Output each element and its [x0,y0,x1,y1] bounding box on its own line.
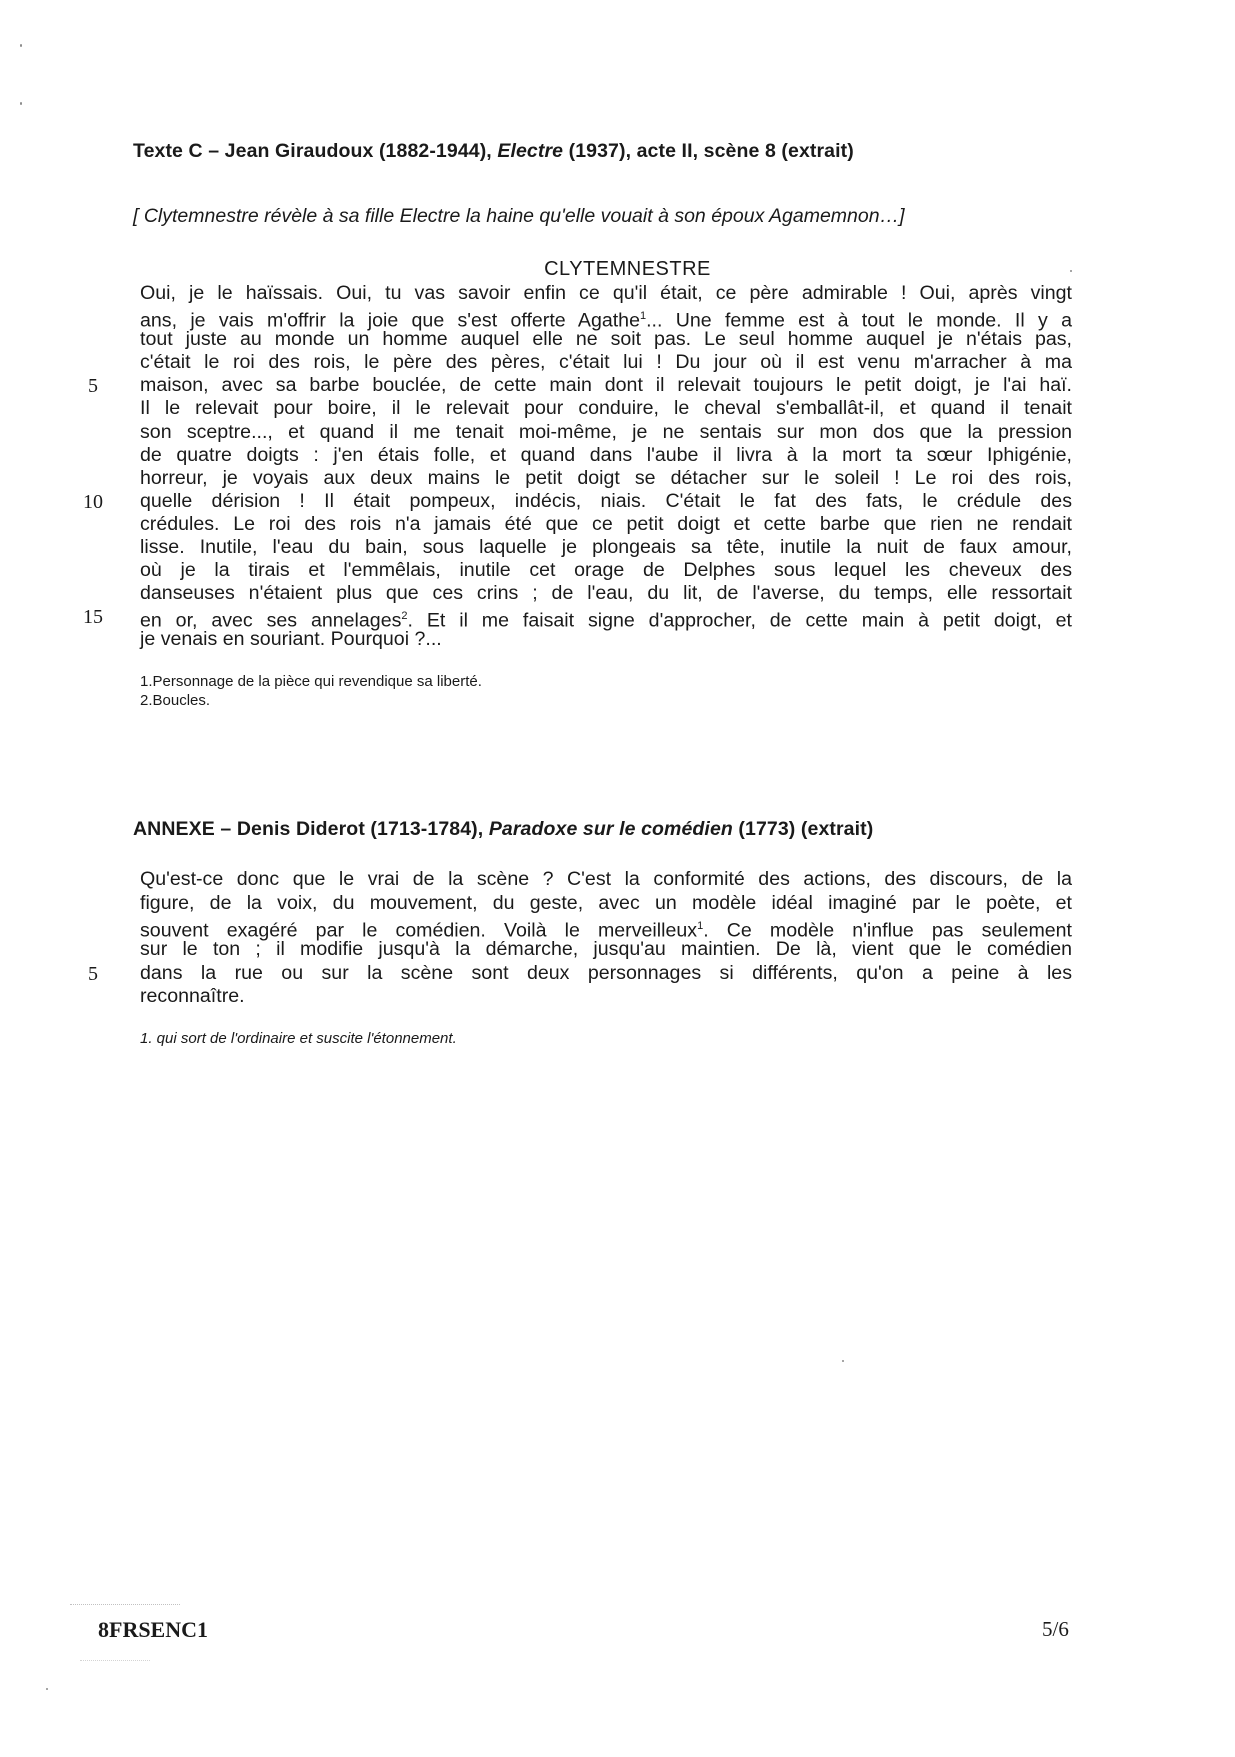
scan-speck [46,1688,48,1690]
scan-speck [842,1360,844,1362]
texte-c-line: tout juste au monde un homme auquel elle ne soit pas. Le seul homme auquel je n'étais pas, [140,328,1072,350]
annexe-heading-prefix: ANNEXE – Denis Diderot (1713-1784), [133,818,489,840]
texte-c-line: quelle dérision ! Il était pompeux, indécis, niais. C'était le fat des fats, le crédule des [140,490,1072,512]
annexe-line: dans la rue ou sur la scène sont deux personnages si différents, qu'on a peine à les [140,962,1072,984]
speaker-name: CLYTEMNESTRE [544,258,711,280]
footnote: 1.Personnage de la pièce qui revendique sa liberté. [140,673,482,690]
texte-c-heading-work: Electre [497,140,564,162]
texte-c-line: Il le relevait pour boire, il le relevait pour conduire, le cheval s'emballât-il, et quand il tenait [140,397,1072,419]
texte-c-line: c'était le roi des rois, le père des pères, c'était lui ! Du jour où il est venu m'arracher à ma [140,351,1072,373]
line-number: 15 [83,606,103,628]
footnote-ref: 2 [401,610,408,622]
annexe-line: figure, de la voix, du mouvement, du geste, avec un modèle idéal imaginé par le poète, et [140,892,1072,914]
document-code: 8FRSENC1 [98,1617,209,1642]
texte-c-intro: [ Clytemnestre révèle à sa fille Electre la haine qu'elle vouait à son époux Agamemnon…] [133,205,905,227]
footnote: 1. qui sort de l'ordinaire et suscite l'étonnement. [140,1030,457,1047]
annexe-heading-work: Paradoxe sur le comédien [488,818,733,840]
scan-artifact [80,1660,150,1669]
annexe-line: sur le ton ; il modifie jusqu'à la démarche, jusqu'au maintien. De là, vient que le comédien [140,938,1072,960]
texte-c-line: en or, avec ses annelages$^2$. Et il me faisait signe d'approcher, de cette main à petit doigt, et [140,609,1072,632]
footnote-ref: 1 [697,920,704,932]
texte-c-line: de quatre doigts : j'en étais folle, et quand dans l'aube il livra à la mort ta sœur Iphigénie, [140,444,1072,466]
texte-c-line: Oui, je le haïssais. Oui, tu vas savoir enfin ce qu'il était, ce père admirable ! Oui, après vingt [140,282,1072,304]
texte-c-line: danseuses n'étaient plus que ces crins ; de l'eau, du lit, de l'averse, du temps, elle ressortait [140,582,1072,604]
texte-c-line: ans, je vais m'offrir la joie que s'est offerte Agathe$^1$... Une femme est à tout le monde. Il y a [140,309,1072,332]
texte-c-line: lisse. Inutile, l'eau du bain, sous laquelle je plongeais sa tête, inutile la nuit de faux amour, [140,536,1072,558]
annexe-line: reconnaître. [140,985,245,1007]
scan-speck [20,44,22,47]
texte-c-line: horreur, je voyais aux deux mains le petit doigt se détacher sur le soleil ! Le roi des rois, [140,467,1072,489]
texte-c-line: où je la tirais et l'emmêlais, inutile cet orage de Delphes sous lequel les cheveux des [140,559,1072,581]
texte-c-heading-suffix: (1937), acte II, scène 8 (extrait) [563,140,854,162]
line-number: 5 [88,963,98,985]
texte-c-heading [133,140,854,163]
texte-c-line: crédules. Le roi des rois n'a jamais été que ce petit doigt et cette barbe que rien ne rendait [140,513,1072,535]
footnote: 2.Boucles. [140,692,211,709]
scan-speck [1070,270,1072,272]
annexe-line: souvent exagéré par le comédien. Voilà le merveilleux$^1$. Ce modèle n'influe pas seulement [140,919,1072,942]
texte-c-line: maison, avec sa barbe bouclée, de cette main dont il relevait toujours le petit doigt, je l'ai haï. [140,374,1072,396]
page-number: 5/6 [1042,1617,1069,1641]
texte-c-line: son sceptre..., et quand il me tenait moi-même, je ne sentais sur mon dos que la pression [140,421,1072,443]
annexe-line: Qu'est-ce donc que le vrai de la scène ? C'est la conformité des actions, des discours, de la [140,868,1072,890]
annexe-heading [133,818,873,841]
texte-c-heading-prefix: Texte C – Jean Giraudoux (1882-1944), [133,140,498,162]
footnote-ref: 1 [639,310,647,322]
line-number: 10 [83,491,103,513]
annexe-heading-suffix: (1773) (extrait) [732,818,874,840]
scan-speck [20,102,22,105]
texte-c-line: je venais en souriant. Pourquoi ?... [140,628,442,650]
line-number: 5 [88,375,98,397]
